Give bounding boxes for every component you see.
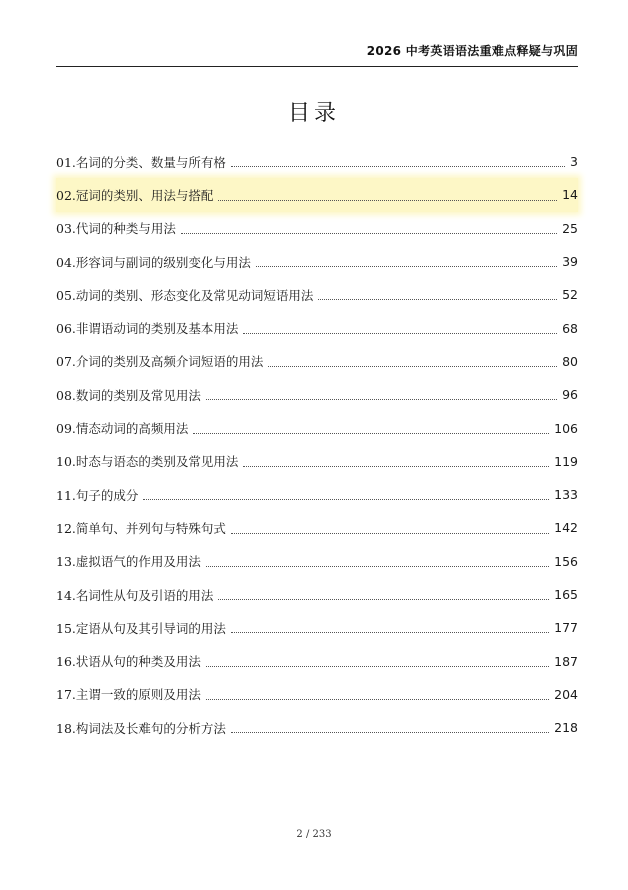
toc-entry-page: 165: [554, 587, 578, 602]
leader-dots: [243, 332, 557, 334]
toc-entry-page: 25: [562, 220, 578, 236]
page-header: [56, 40, 578, 67]
toc-entry-04[interactable]: [56, 245, 578, 278]
leader-dots: [206, 698, 549, 700]
leader-dots: [218, 598, 549, 600]
page-number-indicator: 2 / 233: [296, 829, 332, 840]
toc-entry-label: 16.状语从句的种类及用法: [56, 654, 201, 670]
table-of-contents: [56, 145, 578, 744]
toc-entry-13[interactable]: [56, 545, 578, 578]
toc-entry-17[interactable]: [56, 678, 578, 711]
leader-dots: [256, 265, 557, 267]
leader-dots: [206, 665, 549, 667]
toc-entry-14[interactable]: [56, 578, 578, 611]
toc-entry-16[interactable]: [56, 644, 578, 677]
toc-entry-label: 17.主谓一致的原则及用法: [56, 687, 201, 703]
toc-entry-label: 08.数词的类别及常见用法: [56, 387, 201, 403]
toc-entry-label: 02.冠词的类别、用法与搭配: [56, 187, 214, 203]
toc-entry-label: 13.虚拟语气的作用及用法: [56, 554, 201, 570]
toc-entry-label: 12.简单句、并列句与特殊句式: [56, 520, 226, 536]
toc-entry-page: 177: [554, 620, 578, 636]
leader-dots: [143, 498, 549, 500]
toc-entry-01[interactable]: [56, 145, 578, 178]
toc-entry-page: 218: [554, 720, 578, 736]
toc-entry-09[interactable]: [56, 411, 578, 444]
toc-entry-page: 133: [554, 487, 578, 503]
leader-dots: [231, 631, 549, 633]
toc-entry-page: 3: [570, 154, 578, 170]
toc-entry-06[interactable]: [56, 311, 578, 344]
toc-entry-label: 14.名词性从句及引语的用法: [56, 587, 214, 603]
toc-entry-18[interactable]: [56, 711, 578, 744]
toc-entry-08[interactable]: [56, 378, 578, 411]
leader-dots: [206, 565, 549, 567]
toc-entry-02[interactable]: [56, 178, 578, 211]
toc-entry-10[interactable]: [56, 445, 578, 478]
toc-entry-07[interactable]: [56, 345, 578, 378]
toc-entry-page: 14: [562, 187, 578, 203]
toc-entry-page: 68: [562, 320, 578, 336]
toc-entry-page: 80: [562, 353, 578, 369]
toc-entry-label: 01.名词的分类、数量与所有格: [56, 154, 226, 170]
toc-entry-page: 119: [554, 453, 578, 469]
leader-dots: [231, 165, 565, 167]
toc-entry-03[interactable]: [56, 212, 578, 245]
toc-entry-label: 11.句子的成分: [56, 487, 139, 503]
leader-dots: [243, 465, 549, 467]
toc-entry-label: 09.情态动词的高频用法: [56, 421, 189, 437]
toc-entry-11[interactable]: [56, 478, 578, 511]
toc-entry-15[interactable]: [56, 611, 578, 644]
toc-entry-page: 96: [562, 387, 578, 403]
toc-entry-label: 07.介词的类别及高频介词短语的用法: [56, 354, 264, 370]
toc-entry-label: 05.动词的类别、形态变化及常见动词短语用法: [56, 287, 314, 303]
leader-dots: [206, 398, 557, 400]
toc-entry-page: 156: [554, 553, 578, 569]
toc-entry-12[interactable]: [56, 511, 578, 544]
leader-dots: [268, 365, 557, 367]
leader-dots: [231, 532, 549, 534]
toc-entry-page: 142: [554, 520, 578, 536]
leader-dots: [193, 432, 549, 434]
leader-dots: [231, 731, 549, 733]
toc-heading: 目录: [287, 101, 340, 126]
leader-dots: [318, 298, 557, 300]
toc-entry-page: 106: [554, 420, 578, 436]
toc-entry-label: 03.代词的种类与用法: [56, 221, 176, 237]
toc-entry-label: 15.定语从句及其引导词的用法: [56, 620, 226, 636]
toc-entry-label: 04.形容词与副词的级别变化与用法: [56, 254, 251, 270]
toc-entry-label: 10.时态与语态的类别及常见用法: [56, 454, 239, 470]
toc-entry-label: 18.构词法及长难句的分析方法: [56, 720, 226, 736]
toc-entry-label: 06.非谓语动词的类别及基本用法: [56, 321, 239, 337]
toc-entry-page: 39: [562, 254, 578, 270]
document-title: 2026 中考英语语法重难点释疑与巩固: [366, 44, 578, 58]
toc-entry-page: 204: [554, 686, 578, 702]
toc-entry-page: 187: [554, 653, 578, 669]
leader-dots: [181, 232, 557, 234]
toc-entry-05[interactable]: [56, 278, 578, 311]
leader-dots: [218, 199, 557, 201]
toc-entry-page: 52: [562, 287, 578, 303]
